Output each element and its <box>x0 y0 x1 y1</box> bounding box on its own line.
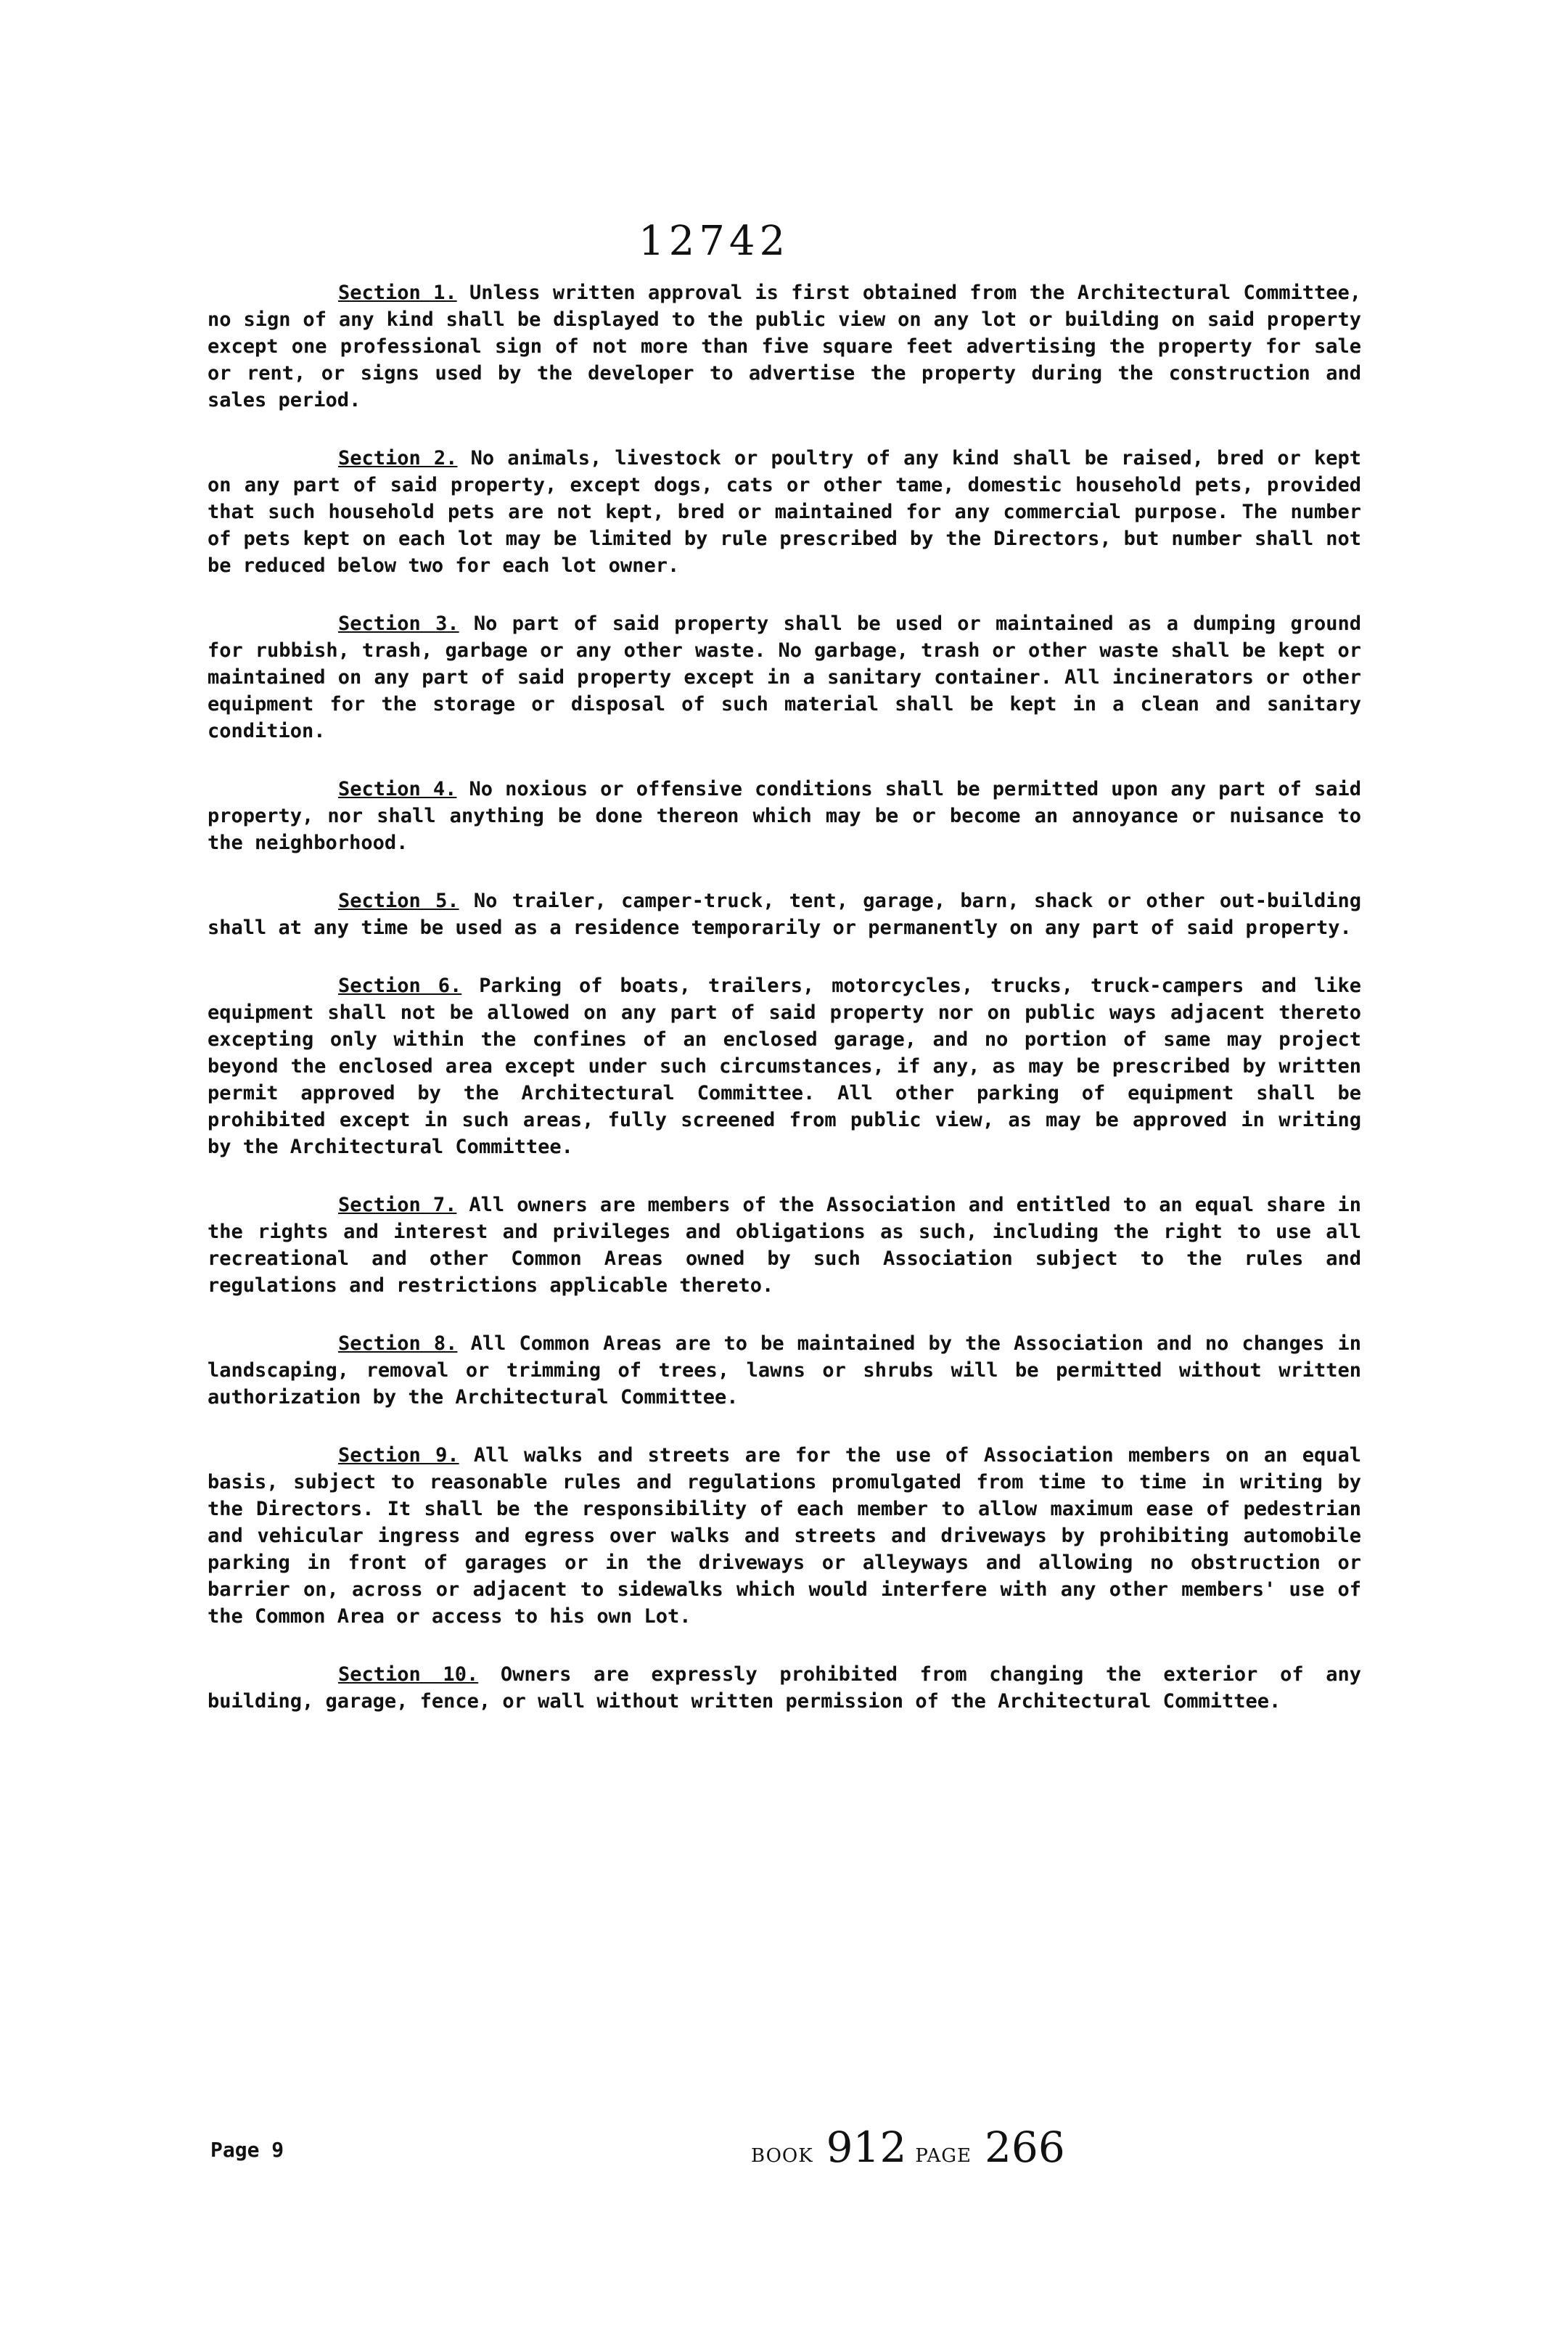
section-text: All walks and streets are for the use of Association members on an equal basis, subject to reasonable rules and regulations promulgated from time to time in writing by the Directors. It shall be the responsibility of each member to allow maximum ease of pedestrian and vehicular ingress and egress over walks and streets and driveways by prohibiting automobile parking in front of garages or in the driveways or alleyways and allowing no obstruction or barrier on, across or adjacent to sidewalks which would interfere with any other members' use of the Common Area or access to his own Lot. <box>208 1444 1361 1628</box>
section-heading: Section 8. <box>338 1332 458 1355</box>
page-word: PAGE <box>915 2145 972 2167</box>
section-text: Owners are expressly prohibited from changing the exterior of any building, garage, fence, or wall without written permission of the Architectural Committee. <box>208 1663 1361 1713</box>
book-number: 912 <box>826 2123 907 2172</box>
section-text: No animals, livestock or poultry of any kind shall be raised, bred or kept on any part of said property, except dogs, cats or other tame, domestic household pets, provided that such household pets are not kept, bred or maintained for any commercial purpose. The number of pets kept on each lot may be limited by rule prescribed by the Directors, but number shall not be reduced below two for each lot owner. <box>208 447 1361 577</box>
section-3 <box>208 610 1361 745</box>
section-text: No part of said property shall be used or maintained as a dumping ground for rubbish, trash, garbage or any other waste. No garbage, trash or other waste shall be kept or maintained on any part of said property except in a sanitary container. All incinerators or other equipment for the storage or disposal of such material shall be kept in a clean and sanitary condition. <box>208 612 1361 742</box>
book-label: BOOK <box>751 2145 813 2167</box>
page-number: 266 <box>985 2123 1065 2172</box>
section-text: Unless written approval is first obtained from the Architectural Committee, no sign of any kind shall be displayed to the public view on any lot or building on said property except one professional sign of not more than five square feet advertising the property for sale or rent, or signs used by the developer to advertise the property during the construction and sales period. <box>208 282 1361 411</box>
section-1 <box>208 279 1361 414</box>
section-heading: Section 2. <box>338 447 458 470</box>
section-7 <box>208 1192 1361 1299</box>
section-6 <box>208 972 1361 1160</box>
section-8 <box>208 1330 1361 1411</box>
section-heading: Section 10. <box>338 1663 479 1686</box>
section-9 <box>208 1442 1361 1630</box>
document-number: 12742 <box>639 218 790 265</box>
section-text: All owners are members of the Association and entitled to an equal share in the rights and interest and privileges and obligations as such, including the right to use all recreational and other Common Areas owned by such Association subject to the rules and regulations and restrictions applicable thereto. <box>208 1194 1361 1297</box>
section-text: No noxious or offensive conditions shall be permitted upon any part of said property, nor shall anything be done thereon which may be or become an annoyance or nuisance to the neighborhood. <box>208 778 1361 854</box>
section-10 <box>208 1661 1361 1715</box>
section-text: All Common Areas are to be maintained by the Association and no changes in landscaping, removal or trimming of trees, lawns or shrubs will be permitted without written authorization by the Architectural Committee. <box>208 1332 1361 1409</box>
section-2 <box>208 445 1361 579</box>
section-heading: Section 3. <box>338 612 459 635</box>
section-text: No trailer, camper-truck, tent, garage, barn, shack or other out-building shall at any time be used as a residence temporarily or permanently on any part of said property. <box>208 890 1361 939</box>
page-label: Page 9 <box>210 2138 284 2162</box>
section-heading: Section 4. <box>338 778 457 800</box>
book-page-stamp <box>751 2123 1074 2172</box>
section-heading: Section 1. <box>338 282 457 304</box>
section-5 <box>208 887 1361 941</box>
section-heading: Section 6. <box>338 975 462 997</box>
section-heading: Section 9. <box>338 1444 459 1467</box>
section-heading: Section 7. <box>338 1194 457 1216</box>
section-text: Parking of boats, trailers, motorcycles, trucks, truck-campers and like equipment shall not be allowed on any part of said property nor on public ways adjacent thereto excepting only within the confines of an enclosed garage, and no portion of same may project beyond the enclosed area except under such circumstances, if any, as may be prescribed by written permit approved by the Architectural Committee. All other parking of equipment shall be prohibited except in such areas, fully screened from public view, as may be approved in writing by the Architectural Committee. <box>208 975 1361 1158</box>
section-4 <box>208 776 1361 856</box>
document-body <box>208 279 1361 1746</box>
section-heading: Section 5. <box>338 890 459 912</box>
